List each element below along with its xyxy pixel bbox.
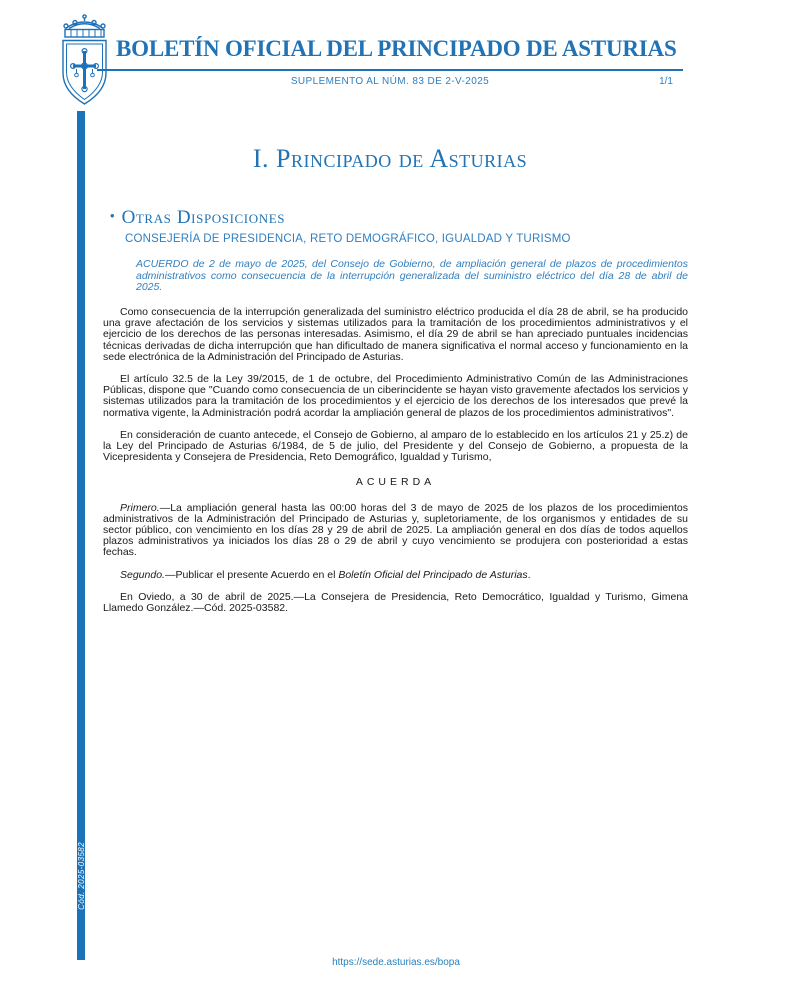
segundo-bulletin-name: Boletín Oficial del Principado de Asturias: [338, 568, 528, 581]
category-heading: [110, 207, 285, 229]
acuerda-heading: ACUERDA: [355, 476, 436, 489]
supplement-line: SUPLEMENTO AL NÚM. 83 DE 2-V-2025: [290, 76, 490, 87]
page-indicator: 1/1: [659, 76, 673, 87]
primero-text: —La ampliación general hasta las 00:00 horas del 3 de mayo de 2025 de los plazos de los procedimientos administrativos de la Administración del Principado de Asturias y, supletoriamente, de los organismos y entidades de su sector público, con vencimiento en los días 28 y 29 de abril de 2025. La ampliación general en dos días de todos aquellos plazos administrativos ya iniciados los días 28 o 29 de abril y cuyo vencimiento se produjera con posterioridad a estas fechas.: [103, 501, 688, 559]
primero-lead: Primero.: [120, 501, 160, 514]
paragraph-segundo: [103, 570, 688, 581]
side-code-bar: [77, 111, 85, 960]
organism-label: CONSEJERÍA DE PRESIDENCIA, RETO DEMOGRÁFICO, IGUALDAD Y TURISMO: [125, 233, 571, 245]
acuerdo-summary: ACUERDO de 2 de mayo de 2025, del Consejo de Gobierno, de ampliación general de plazos de procedimientos administrativos como consecuencia de la interrupción generalizada del suministro eléctrico del día 28 de abril de 2025.: [136, 258, 688, 293]
bullet-icon: •: [110, 208, 115, 223]
paragraph: En consideración de cuanto antecede, el Consejo de Gobierno, al amparo de lo establecido en los artículos 21 y 25.z) de la Ley del Principado de Asturias 6/1984, de 5 de julio, del Presidente y del Consejo de Gobierno, a propuesta de la Vicepresidenta y Consejera de Presidencia, Reto Demográfico, Igualdad y Turismo,: [103, 428, 688, 464]
paragraph: El artículo 32.5 de la Ley 39/2015, de 1 de octubre, del Procedimiento Administrativo Común de las Administraciones Públicas, dispone que "Cuando como consecuencia de un ciberincidente se hayan visto gravemente afectados los servicios y sistemas utilizados para la tramitación de los procedimientos y el ejercicio de los derechos de los interesados que prevé la normativa vigente, la Administración podrá acordar la ampliación general de plazos de los procedimientos administrativos".: [103, 373, 688, 419]
segundo-text: —Publicar el presente Acuerdo en el: [164, 568, 339, 581]
segundo-lead: Segundo.: [120, 568, 165, 581]
paragraph-primero: [103, 503, 688, 559]
document-body: [103, 307, 688, 625]
category-label: Otras Disposiciones: [121, 207, 286, 228]
coat-of-arms-asturias-icon: [56, 13, 113, 106]
paragraph-closing: En Oviedo, a 30 de abril de 2025.—La Consejera de Presidencia, Reto Democrático, Igualdad y Turismo, Gimena Llamedo González.—Cód. 2025-03582.: [103, 590, 688, 615]
masthead-divider: [97, 69, 683, 71]
paragraph: Como consecuencia de la interrupción generalizada del suministro eléctrico producida el día 28 de abril, se ha producido una grave afectación de los servicios y sistemas utilizados para la tramitación de los procedimientos administrativos y el ejercicio de los derechos de las personas interesadas. Asimismo, el día 29 de abril se han apreciado puntuales incidencias técnicas derivadas de dicha interrupción que han dificultado de manera significativa el normal acceso y funcionamiento en la sede electrónica de la Administración del Principado de Asturias.: [103, 306, 688, 363]
footer-url-link[interactable]: https://sede.asturias.es/bopa: [332, 957, 460, 968]
masthead-title: BOLETÍN OFICIAL DEL PRINCIPADO DE ASTURIAS: [116, 36, 677, 61]
section-title: I. Principado de Asturias: [252, 144, 528, 173]
side-code-label: Cód. 2025-03582: [76, 842, 86, 910]
segundo-period: .: [527, 568, 531, 581]
